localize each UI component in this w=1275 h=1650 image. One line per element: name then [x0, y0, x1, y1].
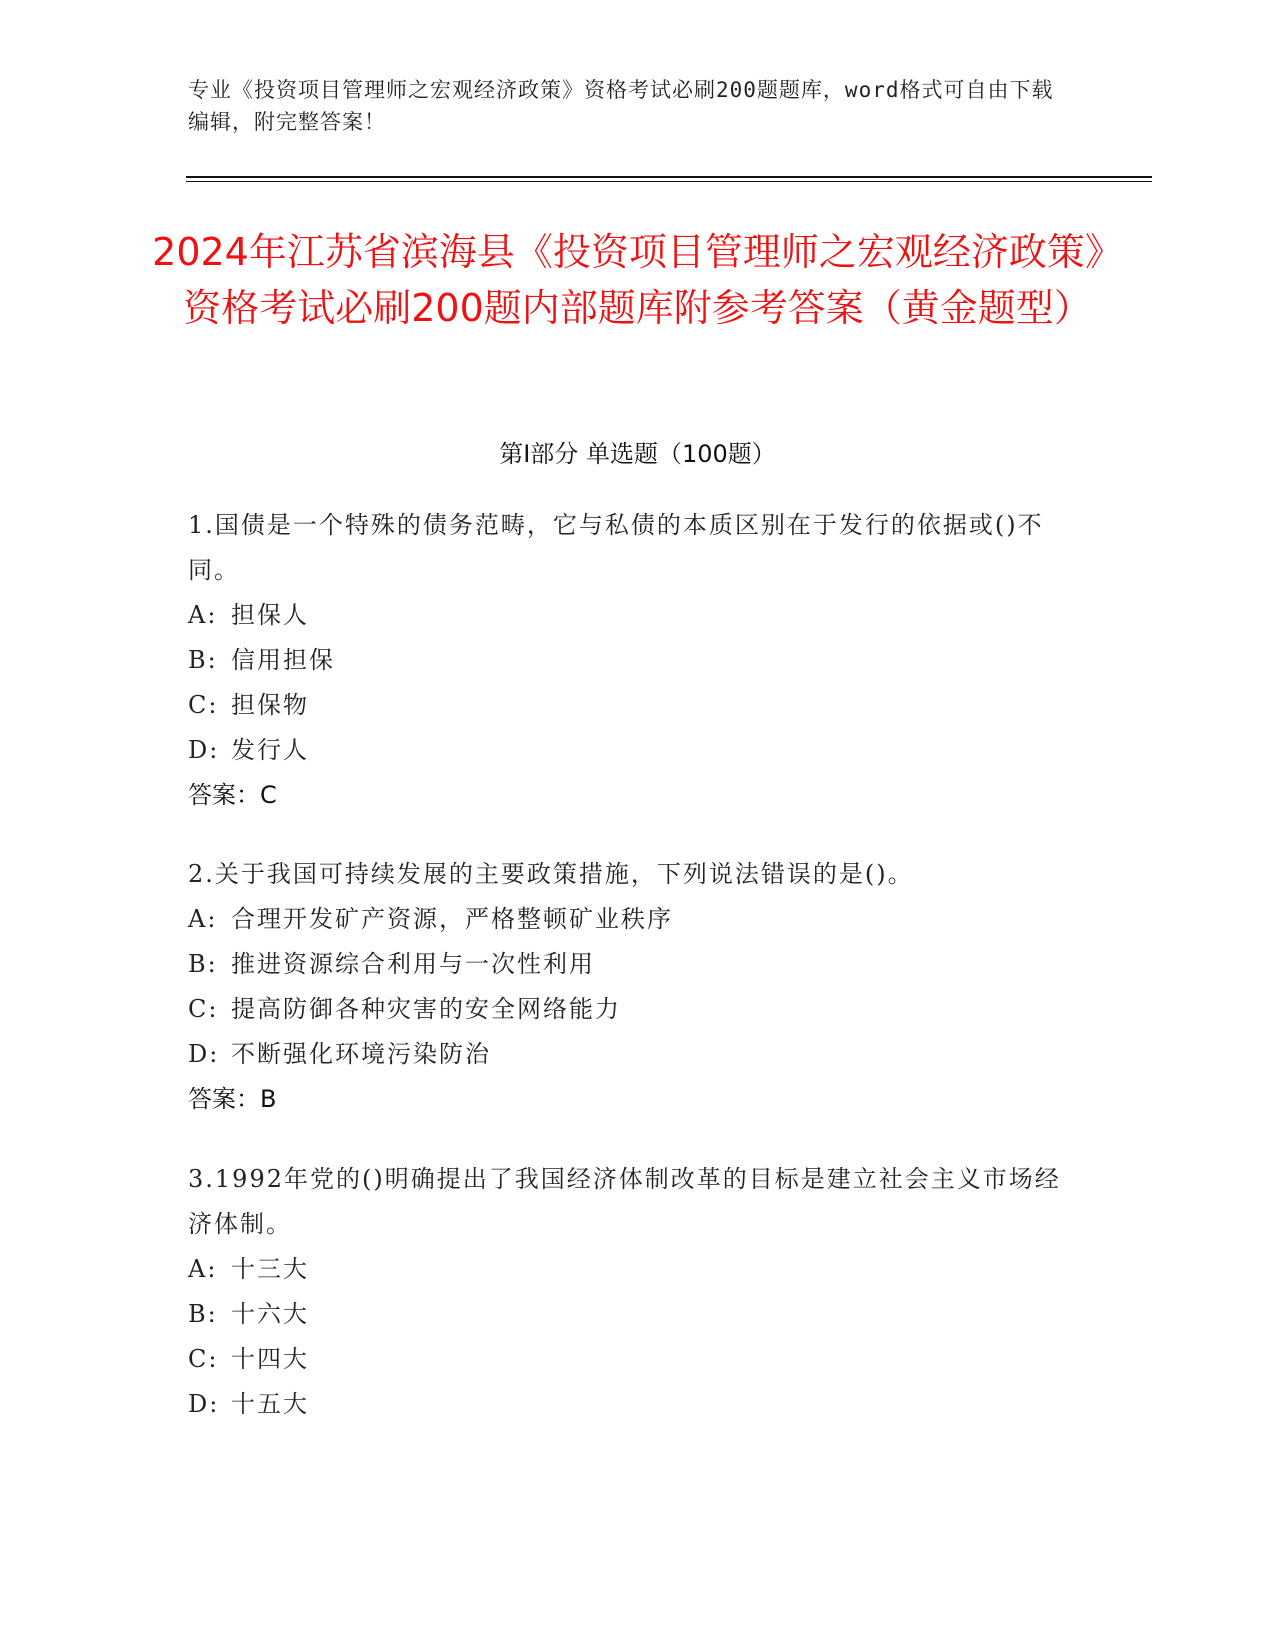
option-text: 十三大 [231, 1255, 309, 1283]
option-letter: B: [188, 646, 218, 674]
option-text: 不断强化环境污染防治 [231, 1040, 491, 1068]
question-3 [188, 1157, 1068, 1427]
header-note: 专业《投资项目管理师之宏观经济政策》资格考试必刷200题题库，word格式可自由下载编辑，附完整答案！ [188, 78, 1054, 134]
option-text: 十四大 [231, 1345, 309, 1373]
option-text: 十六大 [231, 1300, 309, 1328]
header-divider-thick [186, 176, 1152, 178]
option-text: 信用担保 [231, 646, 335, 674]
option-b [188, 638, 1068, 683]
option-letter: D: [188, 1040, 220, 1068]
option-text: 担保物 [231, 691, 309, 719]
option-a [188, 897, 1068, 942]
option-letter: B: [188, 1300, 218, 1328]
option-c [188, 683, 1068, 728]
option-letter: C: [188, 1345, 219, 1373]
question-stem: 3.1992年党的()明确提出了我国经济体制改革的目标是建立社会主义市场经济体制。 [188, 1165, 1061, 1238]
option-letter: D: [188, 1390, 220, 1418]
option-a [188, 1247, 1068, 1292]
option-c [188, 987, 1068, 1032]
option-d [188, 728, 1068, 773]
option-text: 十五大 [231, 1390, 309, 1418]
option-letter: A: [188, 1255, 218, 1283]
section-title: 第I部分 单选题（100题） [499, 440, 776, 468]
question-stem: 2.关于我国可持续发展的主要政策措施，下列说法错误的是()。 [188, 860, 914, 888]
option-letter: A: [188, 905, 218, 933]
option-letter: B: [188, 950, 218, 978]
answer-line: 答案：C [188, 781, 277, 809]
option-text: 发行人 [231, 736, 309, 764]
option-letter: C: [188, 691, 219, 719]
option-text: 提高防御各种灾害的安全网络能力 [231, 995, 621, 1023]
option-d [188, 1382, 1068, 1427]
option-text: 推进资源综合利用与一次性利用 [231, 950, 595, 978]
option-a [188, 593, 1068, 638]
document-title: 2024年江苏省滨海县《投资项目管理师之宏观经济政策》资格考试必刷200题内部题库附参考答案（黄金题型） [152, 230, 1123, 330]
option-letter: C: [188, 995, 219, 1023]
question-1 [188, 503, 1068, 818]
question-stem: 1.国债是一个特殊的债务范畴，它与私债的本质区别在于发行的依据或()不同。 [188, 511, 1044, 584]
option-text: 合理开发矿产资源，严格整顿矿业秩序 [231, 905, 673, 933]
question-2 [188, 852, 1068, 1122]
option-b [188, 942, 1068, 987]
option-b [188, 1292, 1068, 1337]
option-letter: D: [188, 736, 220, 764]
option-letter: A: [188, 601, 218, 629]
answer-line: 答案：B [188, 1085, 277, 1113]
option-text: 担保人 [231, 601, 309, 629]
option-d [188, 1032, 1068, 1077]
option-c [188, 1337, 1068, 1382]
header-divider-thin [186, 181, 1152, 182]
